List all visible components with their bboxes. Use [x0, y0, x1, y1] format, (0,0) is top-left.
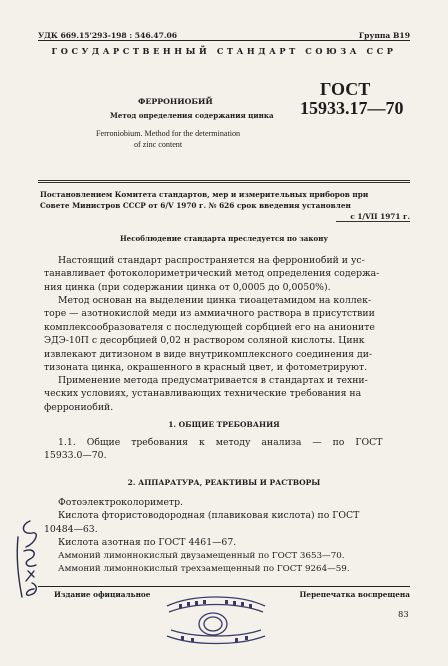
- decree-underline: [336, 221, 410, 222]
- decree-line-2: Совете Министров СССР от 6/V 1970 г. № 626 срок введения установлен: [40, 201, 351, 210]
- text-line: тизоната цинка, окрашенного в красный цвет, и фотометрируют.: [44, 362, 368, 374]
- separator-top-double: [38, 182, 410, 183]
- text-line: феррониобий.: [44, 401, 114, 413]
- footer-rule: [38, 586, 410, 587]
- state-standard-banner: ГОСУДАРСТВЕННЫЙ СТАНДАРТ СОЮЗА ССР: [51, 46, 397, 56]
- list-item: Кислота фтористоводородная (плавиковая кислота) по ГОСТ: [58, 510, 360, 522]
- subtitle-ru: Метод определения содержания цинка: [110, 111, 274, 120]
- text-line: Настоящий стандарт распространяется на феррониобий и ус-: [58, 255, 365, 266]
- section-1-heading: 1. ОБЩИЕ ТРЕБОВАНИЯ: [168, 420, 280, 429]
- text-line: торе — азотнокислой меди из аммиачного раствора в присутствии: [44, 308, 375, 320]
- gost-label: ГОСТ: [320, 79, 371, 99]
- list-item: Аммоний лимоннокислый трехзамещенный по ГОСТ 9264—59.: [58, 564, 350, 575]
- group-code: Группа В19: [358, 31, 410, 40]
- list-item: 10484—63.: [44, 523, 98, 535]
- subtitle-en: of zinc content: [134, 140, 183, 149]
- library-stamp-icon: [163, 592, 269, 648]
- list-item: Кислота азотная по ГОСТ 4461—67.: [58, 537, 237, 549]
- text-line: извлекают дитизоном в виде внутрикомплексного соединения ди-: [44, 348, 373, 360]
- section-2-heading: 2. АППАРАТУРА, РЕАКТИВЫ И РАСТВОРЫ: [127, 478, 321, 487]
- text-line: ческих условиях, устанавливающих технические требования на: [44, 388, 362, 400]
- decree-line-3: с 1/VII 1971 г.: [350, 212, 410, 221]
- decree-line-1: Постановлением Комитета стандартов, мер и измерительных приборов при: [40, 190, 369, 199]
- text-line: 1.1. Общие требования к методу анализа — по ГОСТ: [58, 437, 383, 448]
- title-en: Ferroniobium. Method for the determination: [96, 129, 241, 138]
- intro-paragraph-1: [44, 254, 410, 294]
- text-line: 15933.0—70.: [44, 450, 107, 462]
- separator-top: [38, 180, 410, 181]
- intro-paragraph-3: [44, 374, 410, 414]
- law-warning: Несоблюдение стандарта преследуется по закону: [119, 234, 328, 243]
- text-line: Метод основан на выделении цинка тиоацетамидом на коллек-: [58, 295, 372, 306]
- text-line: ЭДЭ-10П с десорбцией 0,02 н раствором соляной кислоты. Цинк: [44, 335, 365, 347]
- udk-code: УДК 669.15'293-198 : 546.47.06: [38, 31, 178, 40]
- reprint-prohibited-note: Перепечатка воспрещена: [299, 590, 410, 599]
- text-line: комплексообразователя с последующей сорбцией его на анионите: [44, 321, 375, 333]
- text-line: ния цинка (при содержании цинка от 0,0005 до 0,0050%).: [44, 281, 331, 293]
- list-item: Фотоэлектроколориметр.: [58, 497, 184, 508]
- text-line: Применение метода предусматривается в стандартах и техни-: [58, 375, 368, 386]
- section-1-paragraph: [44, 436, 410, 463]
- intro-paragraph-2: [44, 294, 410, 374]
- title-ru: ФЕРРОНИОБИЙ: [138, 97, 213, 106]
- page-number: 83: [398, 609, 409, 619]
- official-edition-note: Издание официальное: [54, 590, 151, 599]
- handwritten-note-icon: [10, 517, 50, 603]
- header-rule: [38, 40, 410, 41]
- text-line: танавливает фотоколориметрический метод определения содержа-: [44, 268, 380, 280]
- reagents-list: [44, 496, 410, 576]
- list-item: Аммоний лимоннокислый двузамещенный по ГОСТ 3653—70.: [58, 550, 345, 561]
- gost-number: 15933.17—70: [300, 98, 404, 118]
